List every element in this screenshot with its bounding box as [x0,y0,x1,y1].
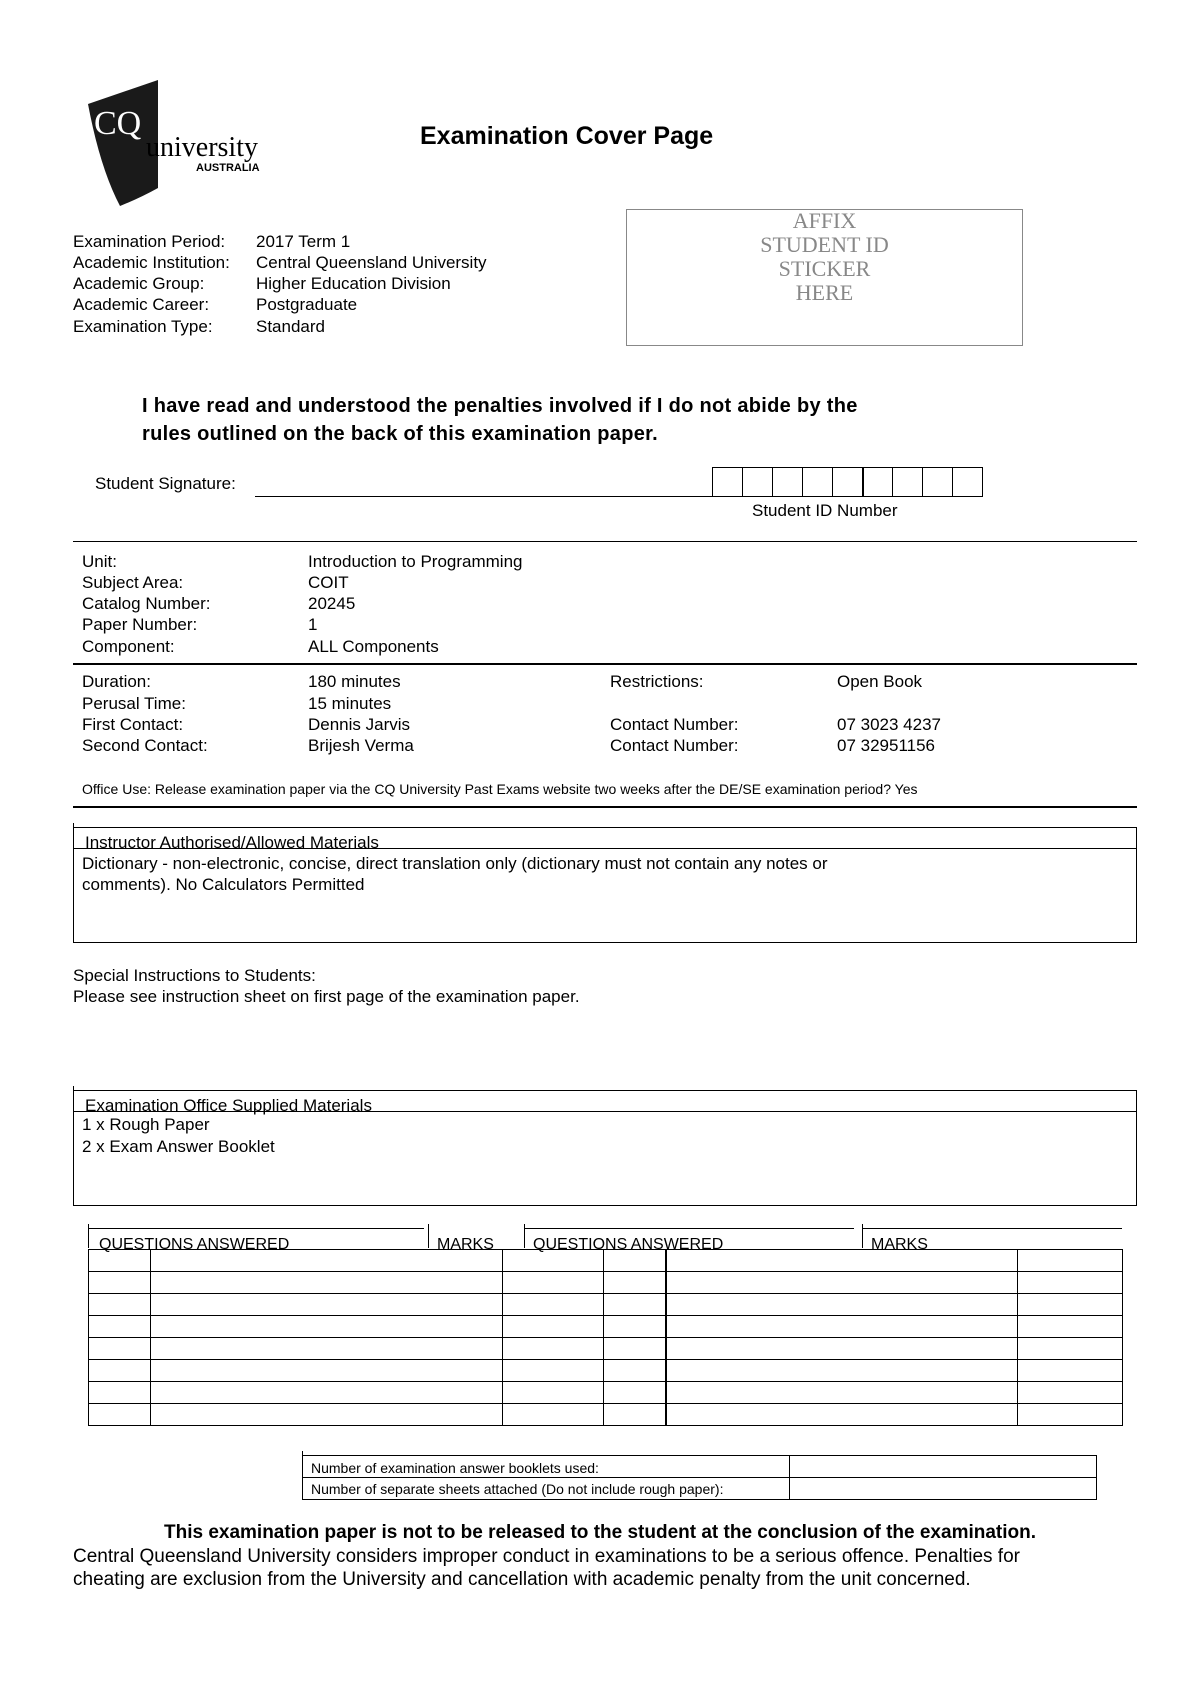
divider [73,1086,74,1110]
table-cell[interactable] [666,1382,1018,1404]
table-cell[interactable] [604,1316,666,1338]
divider [73,663,1137,665]
table-row [89,1250,1123,1272]
declaration-line: I have read and understood the penalties involved if I do not abide by the [142,395,858,417]
sticker-line: HERE [795,280,854,305]
table-row [89,1272,1123,1294]
table-cell[interactable] [150,1272,502,1294]
table-cell[interactable] [666,1360,1018,1382]
table-cell[interactable] [604,1404,666,1426]
table-cell[interactable] [666,1316,1018,1338]
table-cell[interactable] [1018,1294,1123,1316]
table-cell[interactable] [150,1294,502,1316]
table-cell[interactable] [89,1360,151,1382]
table-cell[interactable] [666,1404,1018,1426]
table-row [89,1360,1123,1382]
id-digit-box[interactable] [862,467,893,497]
id-digit-box[interactable] [952,467,983,497]
divider [524,1228,854,1229]
subject-area-label: Subject Area: [82,573,184,592]
divider [73,823,74,847]
questions-header: QUESTIONS ANSWERED [99,1236,290,1253]
signature-label: Student Signature: [95,474,236,493]
id-digit-box[interactable] [892,467,923,497]
table-cell[interactable] [150,1338,502,1360]
table-cell[interactable] [604,1382,666,1404]
table-cell[interactable] [1018,1360,1123,1382]
declaration [142,392,858,448]
group-label: Academic Group: [73,274,205,293]
exam-type-label: Examination Type: [73,317,213,336]
booklets-table [302,1455,1097,1500]
duration-label: Duration: [82,672,151,691]
allowed-materials-text: Dictionary - non-electronic, concise, direct translation only (dictionary must not contain any notes or [82,854,828,873]
table-cell[interactable] [666,1338,1018,1360]
table-cell[interactable] [604,1338,666,1360]
logo-cq: CQ [94,105,142,142]
sticker-line: STICKER [778,256,871,281]
marks-header: MARKS [871,1236,928,1253]
table-cell[interactable] [502,1360,604,1382]
table-cell[interactable] [89,1382,151,1404]
contact-number-label: Contact Number: [610,715,739,734]
unit-value: Introduction to Programming [308,552,523,571]
table-cell[interactable] [604,1250,666,1272]
table-cell[interactable] [666,1294,1018,1316]
restrictions-label: Restrictions: [610,672,704,691]
supplied-materials-heading: Examination Office Supplied Materials [85,1096,372,1115]
table-cell[interactable] [150,1360,502,1382]
table-row [89,1294,1123,1316]
table-row [89,1382,1123,1404]
perusal-label: Perusal Time: [82,694,186,713]
table-cell[interactable] [502,1382,604,1404]
second-contact-value: Brijesh Verma [308,736,414,755]
student-id-sticker-area [626,209,1023,346]
table-cell[interactable] [89,1272,151,1294]
table-cell[interactable] [502,1294,604,1316]
marks-header: MARKS [437,1236,494,1253]
sheets-attached-field[interactable] [789,1478,1096,1500]
table-row [303,1478,1097,1500]
table-cell[interactable] [1018,1404,1123,1426]
exam-period-value: 2017 Term 1 [256,232,351,251]
first-contact-label: First Contact: [82,715,184,734]
table-cell[interactable] [89,1404,151,1426]
id-digit-box[interactable] [832,467,863,497]
table-cell[interactable] [89,1338,151,1360]
id-digit-box[interactable] [742,467,773,497]
institution-value: Central Queensland University [256,253,487,272]
perusal-value: 15 minutes [308,694,392,713]
sheets-attached-label: Number of separate sheets attached (Do not include rough paper): [303,1478,790,1500]
table-cell[interactable] [89,1250,151,1272]
table-cell[interactable] [604,1360,666,1382]
booklets-used-label: Number of examination answer booklets used: [303,1456,790,1478]
allowed-materials-heading: Instructor Authorised/Allowed Materials [85,833,379,852]
restrictions-value: Open Book [837,672,923,691]
university-logo [80,78,310,208]
divider [73,806,1137,808]
table-cell[interactable] [150,1404,502,1426]
contact-number-value: 07 3023 4237 [837,715,941,734]
paper-number-value: 1 [308,615,318,634]
table-row [89,1316,1123,1338]
table-cell[interactable] [666,1272,1018,1294]
subject-area-value: COIT [308,573,349,592]
page-title: Examination Cover Page [420,122,714,150]
table-cell[interactable] [604,1272,666,1294]
career-label: Academic Career: [73,295,210,314]
special-instructions-heading: Special Instructions to Students: [73,966,316,985]
signature-line[interactable] [255,496,715,497]
logo-word: university [146,132,258,163]
table-row [89,1404,1123,1426]
divider [862,1228,1122,1229]
career-value: Postgraduate [256,295,358,314]
table-cell[interactable] [502,1404,604,1426]
allowed-materials-text: comments). No Calculators Permitted [82,875,365,894]
table-cell[interactable] [89,1294,151,1316]
student-id-boxes[interactable] [713,467,983,497]
contact-number-value: 07 32951156 [837,736,936,755]
exam-period-label: Examination Period: [73,232,226,251]
unit-label: Unit: [82,552,117,571]
table-cell[interactable] [666,1250,1018,1272]
table-cell[interactable] [1018,1382,1123,1404]
table-cell[interactable] [502,1272,604,1294]
table-cell[interactable] [1018,1272,1123,1294]
declaration-line: rules outlined on the back of this examination paper. [142,423,658,445]
divider [88,1228,424,1229]
student-id-label: Student ID Number [752,501,898,520]
conduct-notice [73,1545,1020,1591]
table-cell[interactable] [1018,1316,1123,1338]
exam-type-value: Standard [256,317,325,336]
table-row [89,1338,1123,1360]
conduct-line: cheating are exclusion from the University and cancellation with academic penalty from the unit concerned. [73,1569,971,1590]
release-warning: This examination paper is not to be released to the student at the conclusion of the examination. [163,1522,1037,1543]
table-cell[interactable] [604,1294,666,1316]
table-row [303,1456,1097,1478]
table-cell[interactable] [150,1316,502,1338]
table-cell[interactable] [1018,1338,1123,1360]
table-cell[interactable] [89,1316,151,1338]
questions-header: QUESTIONS ANSWERED [533,1236,724,1253]
logo-country: AUSTRALIA [196,162,260,174]
table-cell[interactable] [502,1338,604,1360]
special-instructions-text: Please see instruction sheet on first page of the examination paper. [73,987,580,1006]
group-value: Higher Education Division [256,274,451,293]
component-value: ALL Components [308,637,439,656]
id-digit-box[interactable] [922,467,953,497]
table-cell[interactable] [502,1316,604,1338]
catalog-number-value: 20245 [308,594,356,613]
contact-number-label: Contact Number: [610,736,739,755]
supplied-item: 2 x Exam Answer Booklet [82,1137,275,1156]
id-digit-box[interactable] [802,467,833,497]
table-cell[interactable] [502,1250,604,1272]
booklets-used-field[interactable] [789,1456,1096,1478]
conduct-line: Central Queensland University considers improper conduct in examinations to be a serious offence. Penalties for [73,1546,1020,1567]
table-cell[interactable] [1018,1250,1123,1272]
catalog-number-label: Catalog Number: [82,594,211,613]
first-contact-value: Dennis Jarvis [308,715,411,734]
office-use-note: Office Use: Release examination paper via the CQ University Past Exams website two weeks after the DE/SE examination period? Yes [82,781,918,797]
second-contact-label: Second Contact: [82,736,208,755]
divider [73,541,1137,542]
table-cell[interactable] [150,1382,502,1404]
paper-number-label: Paper Number: [82,615,198,634]
component-label: Component: [82,637,175,656]
table-cell[interactable] [150,1250,502,1272]
supplied-item: 1 x Rough Paper [82,1115,210,1134]
questions-table [88,1249,1123,1426]
sticker-line: AFFIX [792,208,857,233]
divider [428,1224,429,1248]
institution-label: Academic Institution: [73,253,230,272]
sticker-line: STUDENT ID [760,232,889,257]
id-digit-box[interactable] [772,467,803,497]
id-digit-box[interactable] [712,467,743,497]
duration-value: 180 minutes [308,672,401,691]
